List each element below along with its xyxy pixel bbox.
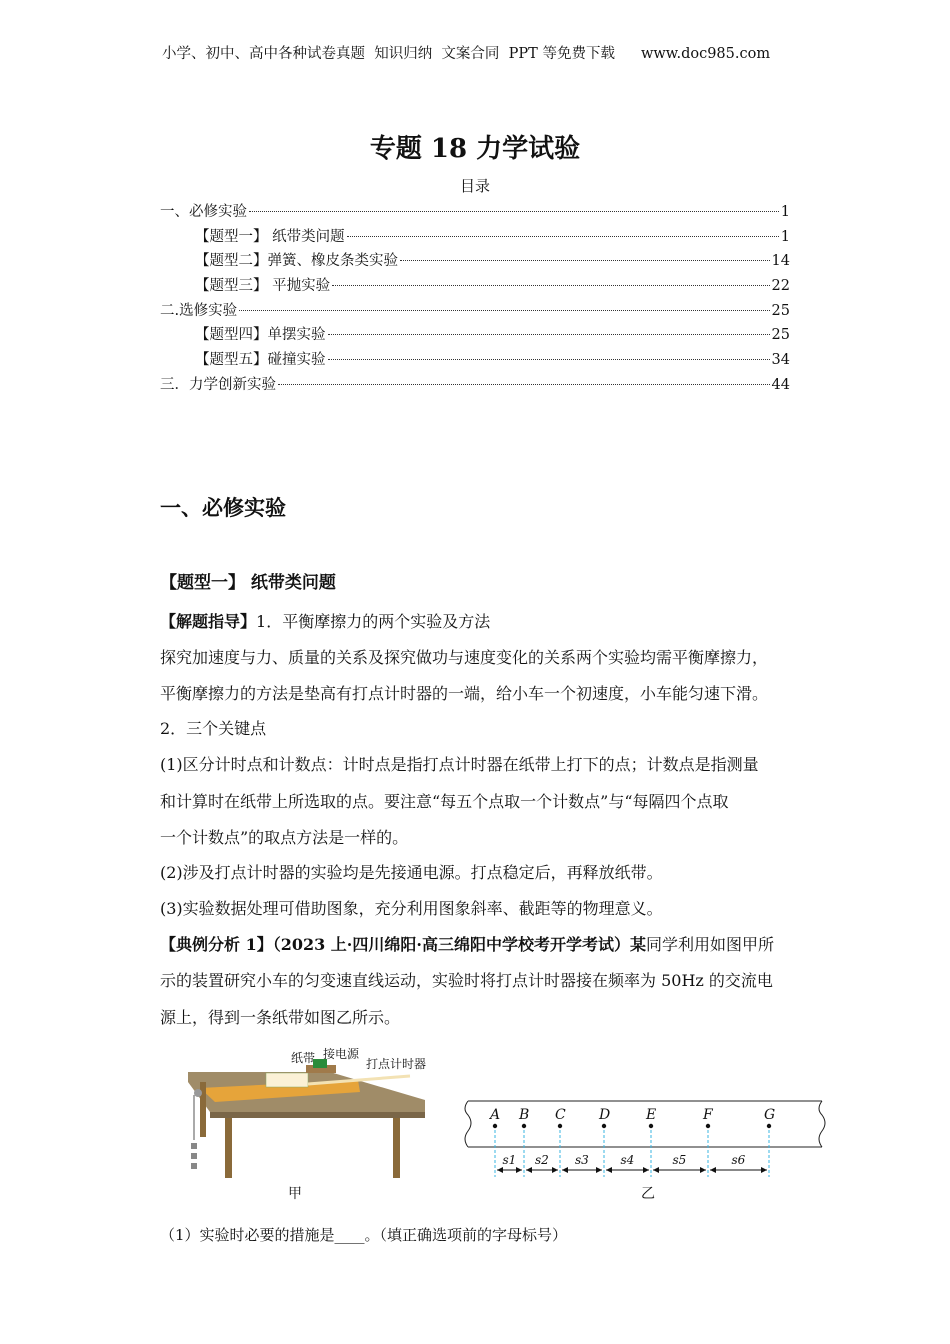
toc-label: 三．力学创新实验 bbox=[160, 377, 276, 393]
example-label: 【典例分析 1】（2023 上·四川绵阳·高三绵阳中学校考开学考试）某 bbox=[160, 935, 646, 954]
toc-label: 【题型五】碰撞实验 bbox=[195, 352, 326, 368]
arrowhead bbox=[596, 1167, 602, 1173]
tape-point bbox=[602, 1124, 606, 1128]
toc-label: 【题型一】 纸带类问题 bbox=[195, 229, 345, 245]
paragraph-line: 探究加速度与力、质量的关系及探究做功与速度变化的关系两个实验均需平衡摩擦力， bbox=[160, 648, 769, 667]
page-header bbox=[162, 42, 770, 63]
question-1: （1）实验时必要的措施是____。（填正确选项前的字母标号） bbox=[160, 1226, 568, 1244]
toc-page: 25 bbox=[771, 303, 790, 319]
toc-entry[interactable] bbox=[160, 323, 790, 344]
section-heading: 一、必修实验 bbox=[160, 495, 286, 520]
toc-page: 1 bbox=[780, 229, 790, 245]
point-label: C bbox=[555, 1107, 566, 1123]
point-label: B bbox=[519, 1107, 530, 1123]
label-timer: 打点计时器 bbox=[366, 1057, 427, 1071]
toc-label: 二.选修实验 bbox=[160, 303, 238, 319]
toc-label: 【题型三】 平抛实验 bbox=[195, 278, 331, 294]
figure-caption-jia: 甲 bbox=[288, 1186, 302, 1202]
segment-label: s3 bbox=[575, 1153, 589, 1167]
guide-line bbox=[160, 609, 800, 632]
arrowhead bbox=[526, 1167, 532, 1173]
arrowhead bbox=[497, 1167, 503, 1173]
example-text: 同学利用如图甲所 bbox=[645, 935, 774, 954]
document-title: 专题 18 力学试验 bbox=[369, 134, 581, 164]
toc-leader bbox=[347, 236, 779, 237]
toc-label: 【题型二】弹簧、橡皮条类实验 bbox=[195, 253, 398, 269]
toc-leader bbox=[400, 260, 770, 261]
paragraph-line: 2．三个关键点 bbox=[160, 719, 267, 738]
toc-entry[interactable] bbox=[160, 274, 790, 295]
toc-page: 22 bbox=[771, 278, 790, 294]
point-label: G bbox=[764, 1107, 776, 1123]
tape-point bbox=[767, 1124, 771, 1128]
guide-text: 1．平衡摩擦力的两个实验及方法 bbox=[256, 612, 491, 631]
segment-label: s5 bbox=[672, 1153, 687, 1167]
toc-entry[interactable] bbox=[160, 299, 790, 320]
arrowhead bbox=[562, 1167, 568, 1173]
paragraph-line: 示的装置研究小车的匀变速直线运动，实验时将打点计时器接在频率为 50Hz 的交流电 bbox=[160, 971, 773, 990]
arrowhead bbox=[606, 1167, 612, 1173]
segment-label: s1 bbox=[502, 1153, 517, 1167]
point-label: F bbox=[703, 1107, 713, 1123]
arrowhead bbox=[700, 1167, 706, 1173]
tape-point bbox=[706, 1124, 710, 1128]
toc-entry[interactable] bbox=[160, 373, 790, 394]
figure-caption-yi: 乙 bbox=[641, 1186, 655, 1202]
paragraph-line: 一个计数点”的取点方法是一样的。 bbox=[160, 828, 409, 847]
paragraph-line: 源上，得到一条纸带如图乙所示。 bbox=[160, 1008, 401, 1027]
toc-leader bbox=[278, 384, 770, 385]
paragraph-line: (1)区分计时点和计数点：计时点是指打点计时器在纸带上打下的点；计数点是指测量 bbox=[160, 755, 759, 774]
segment-label: s6 bbox=[731, 1153, 746, 1167]
toc-leader bbox=[328, 359, 770, 360]
header-text: 小学、初中、高中各种试卷真题 知识归纳 文案合同 PPT 等免费下载 bbox=[162, 46, 615, 62]
arrowhead bbox=[552, 1167, 558, 1173]
label-power: 接电源 bbox=[323, 1047, 360, 1061]
arrowhead bbox=[653, 1167, 659, 1173]
toc-page: 14 bbox=[771, 253, 790, 269]
paragraph-line: 和计算时在纸带上所选取的点。要注意“每五个点取一个计数点”与“每隔四个点取 bbox=[160, 792, 729, 811]
tape-point bbox=[522, 1124, 526, 1128]
paragraph-line: 平衡摩擦力的方法是垫高有打点计时器的一端，给小车一个初速度，小车能匀速下滑。 bbox=[160, 684, 769, 703]
point-label: D bbox=[599, 1107, 611, 1123]
point-label: A bbox=[490, 1107, 501, 1123]
paragraph-line: (2)涉及打点计时器的实验均是先接通电源。打点稳定后，再释放纸带。 bbox=[160, 863, 663, 882]
point-label: E bbox=[646, 1107, 657, 1123]
segment-label: s4 bbox=[620, 1153, 635, 1167]
arrowhead bbox=[710, 1167, 716, 1173]
tape-point bbox=[558, 1124, 562, 1128]
toc-label: 【题型四】单摆实验 bbox=[195, 327, 326, 343]
toc-entry[interactable] bbox=[160, 225, 790, 246]
toc-page: 25 bbox=[771, 327, 790, 343]
toc-page: 1 bbox=[780, 204, 790, 220]
toc-leader bbox=[332, 285, 769, 286]
toc-label: 一、必修实验 bbox=[160, 204, 247, 220]
arrowhead bbox=[761, 1167, 767, 1173]
toc-entry[interactable] bbox=[160, 200, 790, 221]
header-url[interactable]: www.doc985.com bbox=[640, 46, 771, 62]
toc-page: 44 bbox=[771, 377, 790, 393]
segment-label: s2 bbox=[535, 1153, 549, 1167]
toc-leader bbox=[328, 334, 770, 335]
tape-point bbox=[649, 1124, 653, 1128]
toc-entry[interactable] bbox=[160, 348, 790, 369]
toc-leader bbox=[239, 310, 769, 311]
toc-page: 34 bbox=[771, 352, 790, 368]
toc-entry[interactable] bbox=[160, 249, 790, 270]
toc-heading: 目录 bbox=[459, 177, 490, 195]
arrowhead bbox=[516, 1167, 522, 1173]
guide-label: 【解题指导】 bbox=[160, 612, 257, 631]
label-tape: 纸带 bbox=[291, 1051, 316, 1065]
tape-point bbox=[493, 1124, 497, 1128]
toc-leader bbox=[249, 211, 779, 212]
topic-heading: 【题型一】 纸带类问题 bbox=[160, 573, 336, 593]
example-line bbox=[160, 932, 800, 955]
arrowhead bbox=[643, 1167, 649, 1173]
paragraph-line: (3)实验数据处理可借助图象，充分利用图象斜率、截距等的物理意义。 bbox=[160, 899, 663, 918]
